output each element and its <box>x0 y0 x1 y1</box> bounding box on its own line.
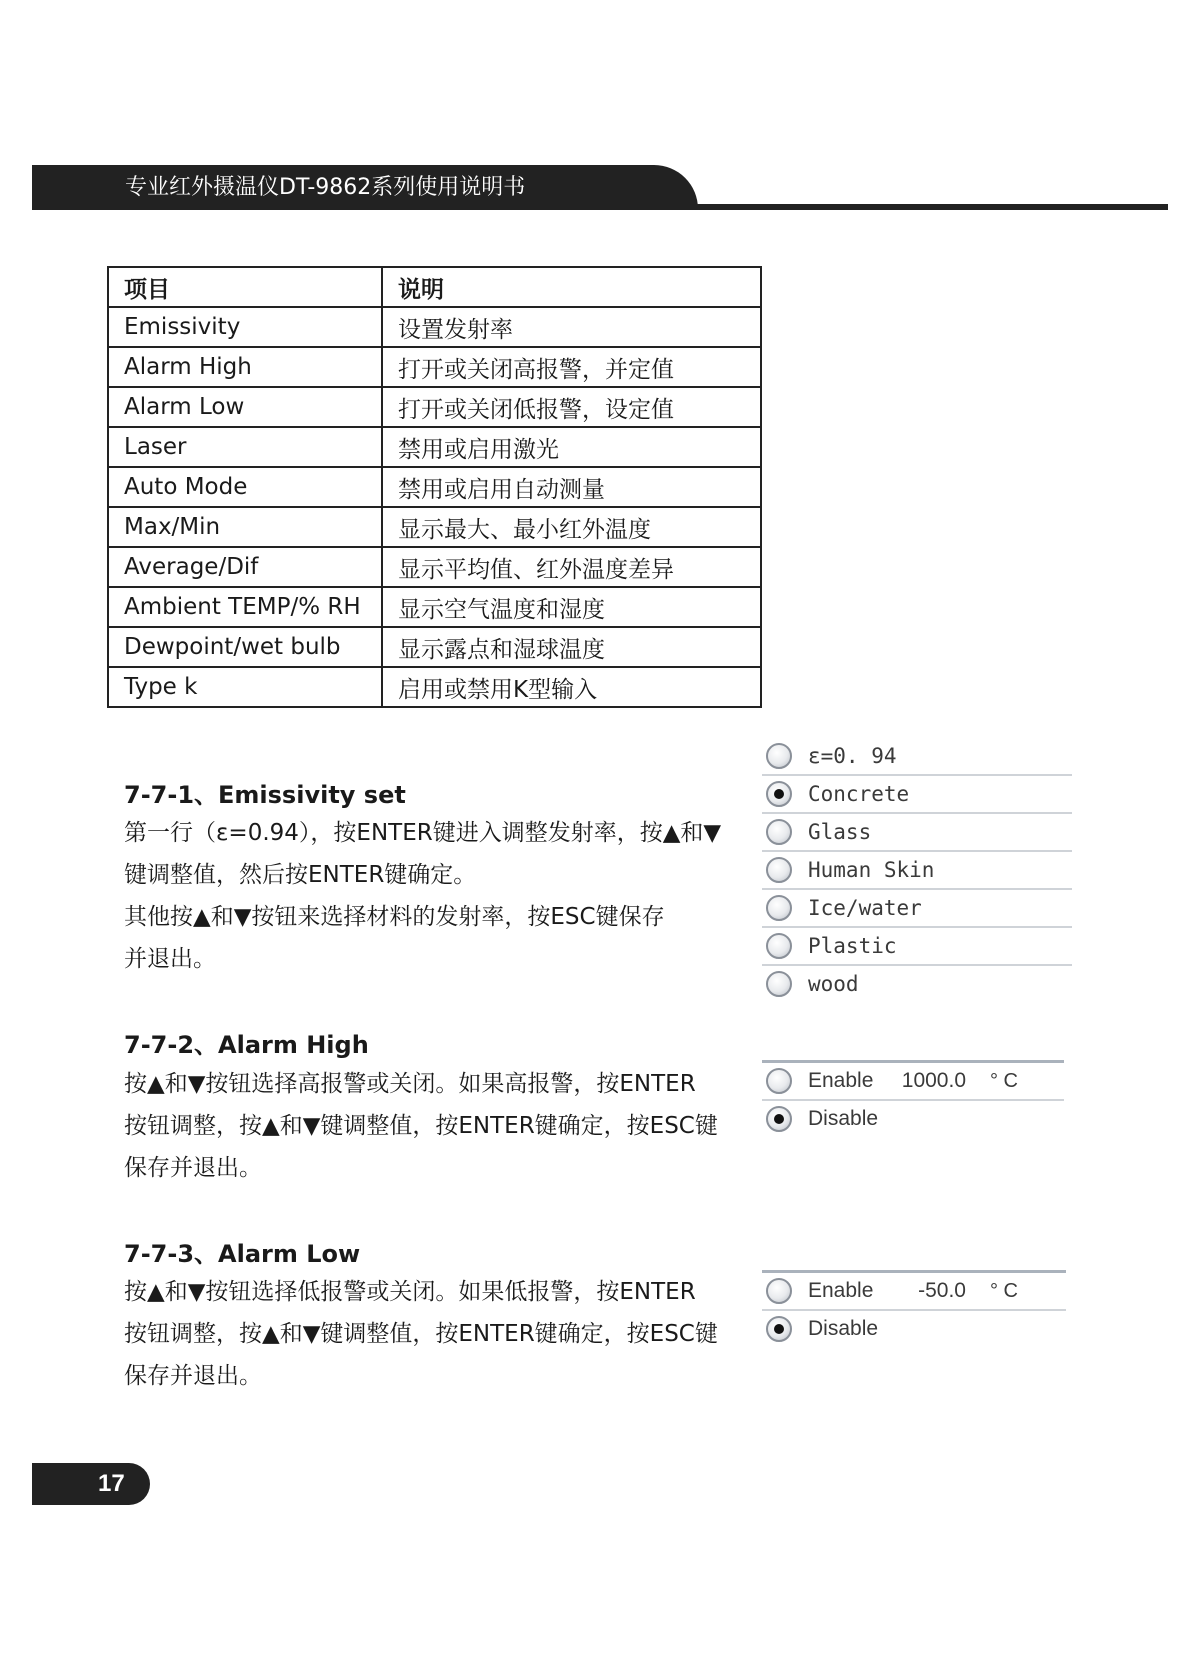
option-label: wood <box>808 972 859 996</box>
disable-label: Disable <box>808 1107 879 1130</box>
alarm-high-value[interactable]: 1000.0 <box>901 1069 966 1092</box>
emissivity-option[interactable] <box>762 814 1072 852</box>
item-cell: Alarm High <box>108 347 382 387</box>
body-line: 按钮调整，按▲和▼键调整值，按ENTER键确定，按ESC键 <box>124 1321 718 1347</box>
enable-label: Enable <box>808 1069 874 1092</box>
option-label: Ice/water <box>808 896 922 920</box>
section-heading-alarm-high: 7-7-2、Alarm High <box>124 1031 369 1059</box>
manual-title: 专业红外摄温仪DT-9862系列使用说明书 <box>125 175 526 200</box>
radio-button-icon[interactable] <box>766 971 792 997</box>
body-line: 其他按▲和▼按钮来选择材料的发射率，按ESC键保存 <box>124 904 665 930</box>
description-cell: 打开或关闭低报警，设定值 <box>382 387 761 427</box>
radio-button-icon[interactable] <box>766 1278 792 1304</box>
disable-label: Disable <box>808 1317 879 1340</box>
radio-button-icon[interactable] <box>766 857 792 883</box>
body-line: 按钮调整，按▲和▼键调整值，按ENTER键确定，按ESC键 <box>124 1113 718 1139</box>
section-heading-emissivity: 7-7-1、Emissivity set <box>124 781 406 809</box>
description-cell: 显示露点和湿球温度 <box>382 627 761 667</box>
item-cell: Alarm Low <box>108 387 382 427</box>
option-label: Concrete <box>808 782 910 806</box>
section-heading-alarm-low: 7-7-3、Alarm Low <box>124 1240 361 1268</box>
emissivity-option[interactable] <box>762 738 1072 776</box>
alarm-low-panel <box>762 1270 1066 1347</box>
option-label: Human Skin <box>808 858 935 882</box>
page-number-badge <box>32 1463 150 1505</box>
page-number: 17 <box>98 1470 125 1497</box>
header-rule <box>32 204 1168 210</box>
emissivity-option[interactable] <box>762 852 1072 890</box>
item-cell: Ambient TEMP/% RH <box>108 587 382 627</box>
body-line: 保存并退出。 <box>124 1363 262 1389</box>
item-cell: Type k <box>108 667 382 707</box>
emissivity-option[interactable] <box>762 776 1072 814</box>
body-line: 键调整值，然后按ENTER键确定。 <box>124 862 477 888</box>
emissivity-options-panel <box>762 738 1072 1002</box>
alarm-high-enable-option[interactable] <box>762 1063 1064 1101</box>
table-header-row <box>108 267 761 307</box>
table-row <box>108 387 761 427</box>
item-cell: Auto Mode <box>108 467 382 507</box>
table-row <box>108 547 761 587</box>
table-row <box>108 627 761 667</box>
item-cell: Emissivity <box>108 307 382 347</box>
description-cell: 显示平均值、红外温度差异 <box>382 547 761 587</box>
body-line: 保存并退出。 <box>124 1155 262 1181</box>
body-line: 第一行（ε=0.94），按ENTER键进入调整发射率，按▲和▼ <box>124 820 722 846</box>
radio-button-icon[interactable] <box>766 895 792 921</box>
description-cell: 显示空气温度和湿度 <box>382 587 761 627</box>
section-body-alarm-high <box>124 1063 754 1189</box>
item-cell: Max/Min <box>108 507 382 547</box>
option-label: ε=0. 94 <box>808 744 897 768</box>
body-line: 按▲和▼按钮选择高报警或关闭。如果高报警，按ENTER <box>124 1071 696 1097</box>
enable-label: Enable <box>808 1279 874 1302</box>
table-row <box>108 667 761 707</box>
alarm-low-disable-option[interactable] <box>762 1311 1066 1347</box>
temperature-unit: ° C <box>990 1279 1018 1302</box>
alarm-low-enable-option[interactable] <box>762 1273 1066 1311</box>
item-cell: Dewpoint/wet bulb <box>108 627 382 667</box>
section-body-emissivity <box>124 812 754 980</box>
table-row <box>108 347 761 387</box>
emissivity-option[interactable] <box>762 966 1072 1002</box>
description-cell: 打开或关闭高报警，并定值 <box>382 347 761 387</box>
emissivity-option[interactable] <box>762 890 1072 928</box>
radio-button-icon[interactable] <box>766 1068 792 1094</box>
alarm-high-disable-option[interactable] <box>762 1101 1064 1137</box>
option-label: Plastic <box>808 934 897 958</box>
description-cell: 启用或禁用K型输入 <box>382 667 761 707</box>
table-row <box>108 427 761 467</box>
alarm-high-panel <box>762 1060 1064 1137</box>
body-line: 并退出。 <box>124 946 216 972</box>
radio-button-icon[interactable] <box>766 743 792 769</box>
description-cell: 显示最大、最小红外温度 <box>382 507 761 547</box>
column-header-description: 说明 <box>382 267 761 307</box>
body-line: 按▲和▼按钮选择低报警或关闭。如果低报警，按ENTER <box>124 1279 696 1305</box>
table-row <box>108 307 761 347</box>
section-body-alarm-low <box>124 1271 754 1397</box>
column-header-item: 项目 <box>108 267 382 307</box>
temperature-unit: ° C <box>990 1069 1018 1092</box>
radio-button-icon[interactable] <box>766 933 792 959</box>
radio-button-checked-icon[interactable] <box>766 781 792 807</box>
emissivity-option[interactable] <box>762 928 1072 966</box>
description-cell: 禁用或启用激光 <box>382 427 761 467</box>
description-cell: 禁用或启用自动测量 <box>382 467 761 507</box>
table-row <box>108 507 761 547</box>
radio-button-checked-icon[interactable] <box>766 1106 792 1132</box>
table-row <box>108 467 761 507</box>
table-row <box>108 587 761 627</box>
option-label: Glass <box>808 820 872 844</box>
description-cell: 设置发射率 <box>382 307 761 347</box>
radio-button-checked-icon[interactable] <box>766 1316 792 1342</box>
item-cell: Average/Dif <box>108 547 382 587</box>
radio-button-icon[interactable] <box>766 819 792 845</box>
item-cell: Laser <box>108 427 382 467</box>
menu-items-table <box>107 266 762 708</box>
alarm-low-value[interactable]: -50.0 <box>918 1279 966 1302</box>
